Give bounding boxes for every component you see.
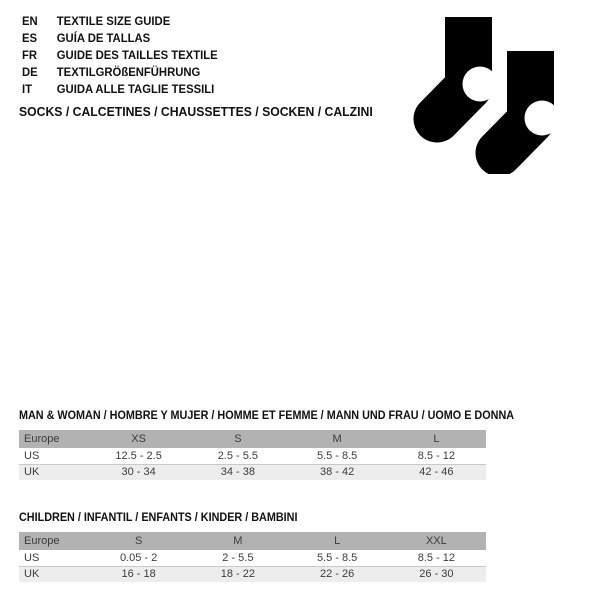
table-header-row bbox=[19, 532, 486, 550]
row-label: UK bbox=[19, 464, 89, 480]
socks-icon bbox=[411, 17, 556, 174]
language-row-it bbox=[22, 80, 218, 97]
children-size-table bbox=[19, 532, 486, 582]
column-header-s: S bbox=[89, 532, 188, 550]
column-header-m: M bbox=[188, 532, 287, 550]
category-heading: SOCKS / CALCETINES / CHAUSSETTES / SOCKEN / CALZINI bbox=[19, 104, 373, 119]
language-row-fr bbox=[22, 46, 218, 63]
language-label: GUÍA DE TALLAS bbox=[56, 30, 151, 45]
column-header-xs: XS bbox=[89, 430, 188, 448]
row-label: UK bbox=[19, 566, 89, 582]
column-header-l: L bbox=[288, 532, 387, 550]
language-code: FR bbox=[22, 47, 38, 62]
size-value: 30 - 34 bbox=[89, 464, 188, 480]
size-value: 0.05 - 2 bbox=[89, 550, 188, 566]
table-header-row bbox=[19, 430, 486, 448]
column-header-s: S bbox=[188, 430, 287, 448]
table-row-us bbox=[19, 550, 486, 566]
children-section bbox=[19, 512, 486, 582]
size-value: 18 - 22 bbox=[188, 566, 287, 582]
language-list bbox=[22, 12, 230, 97]
size-value: 8.5 - 12 bbox=[387, 448, 486, 464]
man-woman-size-table bbox=[19, 430, 486, 480]
language-label: TEXTILE SIZE GUIDE bbox=[56, 13, 171, 28]
size-value: 2 - 5.5 bbox=[188, 550, 287, 566]
language-row-en bbox=[22, 12, 218, 29]
sock-shape-front bbox=[499, 51, 556, 153]
size-value: 38 - 42 bbox=[288, 464, 387, 480]
size-value: 8.5 - 12 bbox=[387, 550, 486, 566]
size-value: 22 - 26 bbox=[288, 566, 387, 582]
row-label: US bbox=[19, 550, 89, 566]
language-code: EN bbox=[22, 13, 38, 28]
man-woman-section bbox=[19, 410, 515, 480]
size-value: 12.5 - 2.5 bbox=[89, 448, 188, 464]
sock-shape bbox=[437, 17, 498, 119]
language-row-de bbox=[22, 63, 218, 80]
children-title: CHILDREN / INFANTIL / ENFANTS / KINDER / BAMBINI bbox=[19, 512, 298, 524]
table-row-uk bbox=[19, 464, 486, 480]
column-header-europe: Europe bbox=[19, 430, 89, 448]
language-row-es bbox=[22, 29, 218, 46]
column-header-europe: Europe bbox=[19, 532, 89, 550]
table-row-uk bbox=[19, 566, 486, 582]
size-value: 16 - 18 bbox=[89, 566, 188, 582]
language-label: GUIDE DES TAILLES TEXTILE bbox=[56, 47, 218, 62]
language-code: ES bbox=[22, 30, 38, 45]
size-value: 34 - 38 bbox=[188, 464, 287, 480]
table-row-us bbox=[19, 448, 486, 464]
language-code: IT bbox=[22, 81, 33, 96]
column-header-xxl: XXL bbox=[387, 532, 486, 550]
size-value: 42 - 46 bbox=[387, 464, 486, 480]
column-header-l: L bbox=[387, 430, 486, 448]
heel-cutout bbox=[463, 67, 498, 102]
language-label: GUIDA ALLE TAGLIE TESSILI bbox=[56, 81, 215, 96]
language-code: DE bbox=[22, 64, 38, 79]
size-value: 2.5 - 5.5 bbox=[188, 448, 287, 464]
size-value: 26 - 30 bbox=[387, 566, 486, 582]
size-value: 5.5 - 8.5 bbox=[288, 550, 387, 566]
column-header-m: M bbox=[288, 430, 387, 448]
row-label: US bbox=[19, 448, 89, 464]
size-value: 5.5 - 8.5 bbox=[288, 448, 387, 464]
man-woman-title: MAN & WOMAN / HOMBRE Y MUJER / HOMME ET FEMME / MANN UND FRAU / UOMO E DONNA bbox=[19, 410, 515, 422]
language-label: TEXTILGRÖßENFÜHRUNG bbox=[56, 64, 201, 79]
